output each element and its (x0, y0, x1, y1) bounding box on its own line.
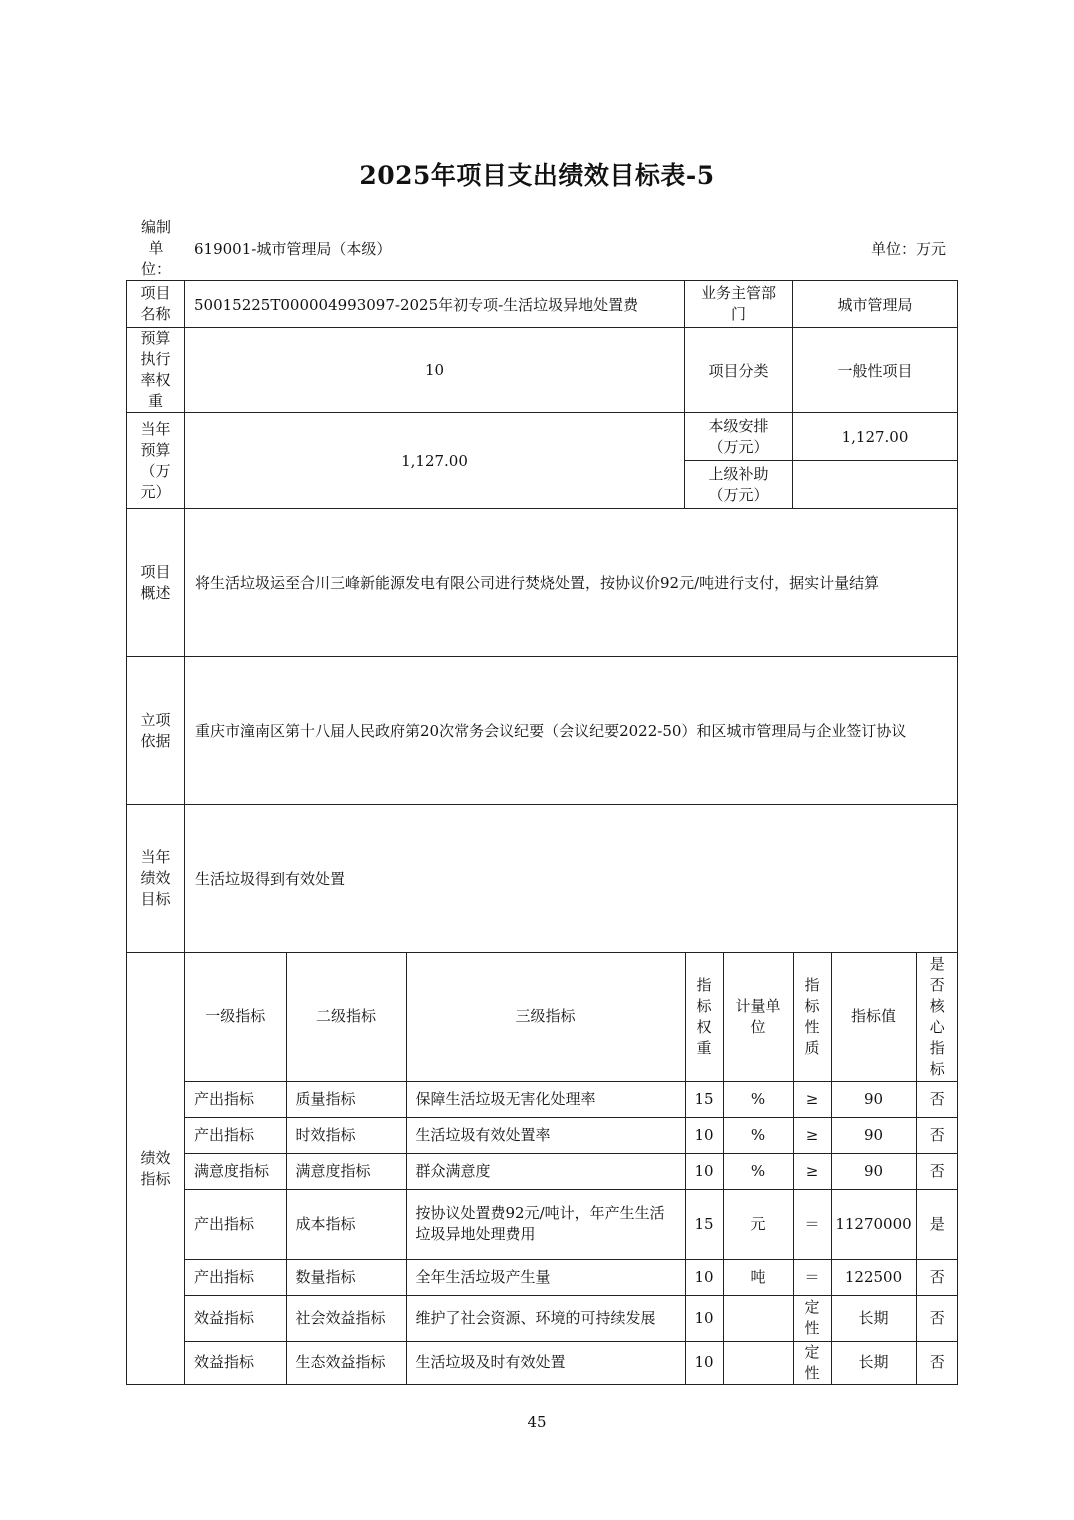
local-label: 本级安排 （万元） (685, 413, 793, 461)
indicator-level3: 生活垃圾及时有效处置 (406, 1341, 685, 1384)
value-header: 指标值 (831, 953, 916, 1081)
indicator-level1: 满意度指标 (185, 1153, 286, 1189)
indicator-unit (723, 1295, 793, 1341)
indicator-unit: 吨 (723, 1259, 793, 1295)
indicator-core: 否 (916, 1259, 958, 1295)
project-name-label: 项目 名称 (127, 281, 185, 328)
nature-header: 指 标 性 质 (793, 953, 831, 1081)
goal-value: 生活垃圾得到有效处置 (185, 805, 958, 953)
basis-label: 立项 依据 (127, 657, 185, 805)
category-value: 一般性项目 (793, 328, 958, 413)
indicator-level3: 维护了社会资源、环境的可持续发展 (406, 1295, 685, 1341)
subsidy-label: 上级补助 （万元） (685, 461, 793, 509)
indicator-level2: 成本指标 (286, 1189, 406, 1259)
indicator-row (185, 1117, 958, 1153)
indicator-nature: 定 性 (793, 1341, 831, 1384)
basis-value: 重庆市潼南区第十八届人民政府第20次常务会议纪要（会议纪要2022-50）和区城市管理局与企业签订协议 (185, 657, 958, 805)
indicator-level2: 数量指标 (286, 1259, 406, 1295)
level3-header: 三级指标 (406, 953, 685, 1081)
unit-header: 计量单 位 (723, 953, 793, 1081)
indicator-level2: 满意度指标 (286, 1153, 406, 1189)
indicator-level3: 生活垃圾有效处置率 (406, 1117, 685, 1153)
indicator-level3: 保障生活垃圾无害化处理率 (406, 1081, 685, 1117)
indicator-core: 否 (916, 1295, 958, 1341)
indicator-weight: 10 (685, 1259, 723, 1295)
category-label: 项目分类 (685, 328, 793, 413)
goal-label: 当年 绩效 目标 (127, 805, 185, 953)
indicator-weight: 10 (685, 1341, 723, 1384)
indicator-level3: 全年生活垃圾产生量 (406, 1259, 685, 1295)
indicator-row (185, 1153, 958, 1189)
weight-label: 预算 执行 率权 重 (127, 328, 185, 413)
indicator-core: 否 (916, 1153, 958, 1189)
indicator-row (185, 1189, 958, 1259)
core-header: 是 否 核 心 指 标 (916, 953, 958, 1081)
level2-header: 二级指标 (286, 953, 406, 1081)
overview-value: 将生活垃圾运至合川三峰新能源发电有限公司进行焚烧处置，按协议价92元/吨进行支付，据实计量结算 (185, 509, 958, 657)
indicator-core: 否 (916, 1341, 958, 1384)
indicator-row (185, 1341, 958, 1384)
indicator-value: 11270000 (831, 1189, 916, 1259)
indicator-level1: 效益指标 (185, 1341, 286, 1384)
local-value: 1,127.00 (793, 413, 958, 461)
indicator-level2: 社会效益指标 (286, 1295, 406, 1341)
indicator-value: 90 (831, 1081, 916, 1117)
indicator-nature: 定 性 (793, 1295, 831, 1341)
budget-label: 当年 预算 （万 元） (127, 413, 185, 509)
indicator-level2: 生态效益指标 (286, 1341, 406, 1384)
indicator-weight: 10 (685, 1153, 723, 1189)
dept-value: 城市管理局 (793, 281, 958, 328)
indicator-level3: 按协议处置费92元/吨计，年产生生活垃圾异地处理费用 (406, 1189, 685, 1259)
indicator-weight: 15 (685, 1189, 723, 1259)
dept-label: 业务主管部 门 (685, 281, 793, 328)
indicator-header-row (185, 953, 958, 1081)
indicator-value: 122500 (831, 1259, 916, 1295)
indicators-label: 绩效 指标 (127, 953, 185, 1385)
project-name-value: 50015225T000004993097-2025年初专项-生活垃圾异地处置费 (185, 281, 685, 328)
indicator-level1: 产出指标 (185, 1081, 286, 1117)
indicator-level1: 效益指标 (185, 1295, 286, 1341)
indicator-level2: 质量指标 (286, 1081, 406, 1117)
indicator-row (185, 1081, 958, 1117)
indicator-nature: ≥ (793, 1117, 831, 1153)
indicator-nature: ＝ (793, 1259, 831, 1295)
weight-value: 10 (185, 328, 685, 413)
budget-value: 1,127.00 (185, 413, 685, 509)
indicator-unit: % (723, 1117, 793, 1153)
indicator-row (185, 1259, 958, 1295)
indicator-unit: % (723, 1081, 793, 1117)
indicator-row (185, 1295, 958, 1341)
unit-value: 619001-城市管理局（本级） (194, 240, 392, 258)
indicator-unit: % (723, 1153, 793, 1189)
indicator-value: 90 (831, 1153, 916, 1189)
indicator-nature: ＝ (793, 1189, 831, 1259)
overview-label: 项目 概述 (127, 509, 185, 657)
subsidy-value (793, 461, 958, 509)
indicator-value: 长期 (831, 1341, 916, 1384)
indicator-value: 长期 (831, 1295, 916, 1341)
level1-header: 一级指标 (185, 953, 286, 1081)
indicator-level3: 群众满意度 (406, 1153, 685, 1189)
indicator-level2: 时效指标 (286, 1117, 406, 1153)
performance-table (126, 280, 958, 1385)
indicator-level1: 产出指标 (185, 1259, 286, 1295)
indicator-unit: 元 (723, 1189, 793, 1259)
indicator-table (185, 953, 958, 1384)
indicators-cell (185, 953, 958, 1385)
page-number: 45 (527, 1413, 547, 1431)
indicator-level1: 产出指标 (185, 1117, 286, 1153)
indicator-weight: 10 (685, 1295, 723, 1341)
indicator-core: 否 (916, 1081, 958, 1117)
weight-header: 指 标 权 重 (685, 953, 723, 1081)
indicator-unit (723, 1341, 793, 1384)
page-title: 2025年项目支出绩效目标表-5 (359, 161, 715, 190)
indicator-nature: ≥ (793, 1153, 831, 1189)
indicator-weight: 10 (685, 1117, 723, 1153)
currency-unit: 单位：万元 (870, 240, 946, 258)
unit-label: 编制 单 位： (140, 218, 171, 278)
indicator-core: 否 (916, 1117, 958, 1153)
indicator-core: 是 (916, 1189, 958, 1259)
indicator-value: 90 (831, 1117, 916, 1153)
indicator-weight: 15 (685, 1081, 723, 1117)
indicator-level1: 产出指标 (185, 1189, 286, 1259)
indicator-nature: ≥ (793, 1081, 831, 1117)
